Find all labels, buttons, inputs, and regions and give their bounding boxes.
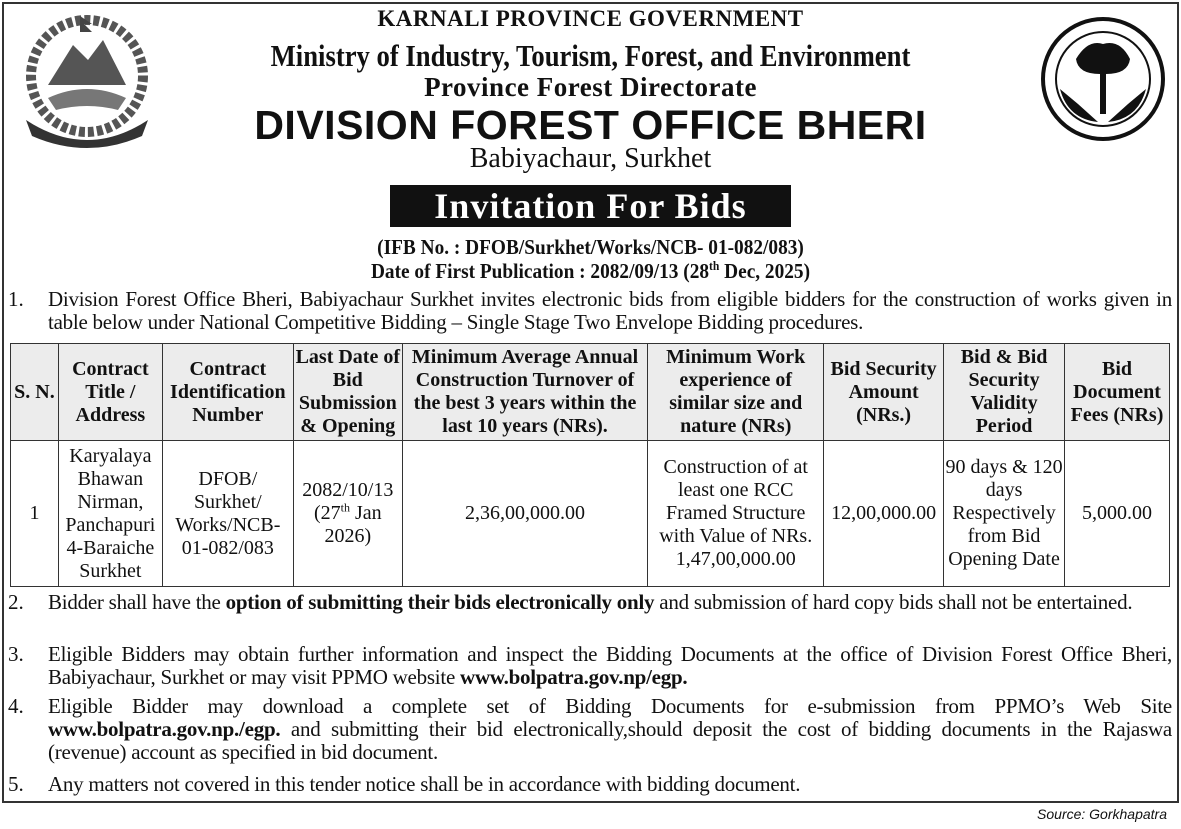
cell-date: 2082/10/13 (27th Jan 2026) (293, 441, 402, 587)
ministry-name: Ministry of Industry, Tourism, Forest, and Environment (270, 38, 911, 73)
col-date: Last Date of Bid Submission & Opening (293, 344, 402, 441)
col-id: Contract Identification Number (162, 344, 293, 441)
cell-experience: Construction of at least one RCC Framed Structure with Value of NRs. 1,47,00,000.00 (648, 441, 824, 587)
table-row (11, 441, 1170, 587)
works-table (10, 343, 1170, 587)
cell-security: 12,00,000.00 (824, 441, 944, 587)
notice-title: Invitation For Bids (390, 185, 791, 227)
point-3: 3. Eligible Bidders may obtain further information and inspect the Bidding Documents at the office of Division Forest Office Bheri, Babiyachaur, Surkhet or may visit PPMO website www.bolpatra.gov.np/egp. (8, 642, 1172, 689)
point-2: 2. Bidder shall have the option of submitting their bids electronically only and submission of hard copy bids shall not be entertained. (8, 590, 1133, 614)
cell-title: Karyalaya Bhawan Nirman, Panchapuri 4-Baraiche Surkhet (58, 441, 162, 587)
directorate-name: Province Forest Directorate (424, 72, 757, 102)
government-name: KARNALI PROVINCE GOVERNMENT (377, 6, 804, 31)
cell-turnover: 2,36,00,000.00 (402, 441, 648, 587)
cell-id: DFOB/ Surkhet/ Works/NCB- 01-082/083 (162, 441, 293, 587)
col-fees: Bid Document Fees (NRs) (1065, 344, 1170, 441)
office-location: Babiyachaur, Surkhet (469, 143, 712, 174)
cell-sn: 1 (11, 441, 59, 587)
col-security: Bid Security Amount (NRs.) (824, 344, 944, 441)
table-header-row (11, 344, 1170, 441)
point-1: 1. Division Forest Office Bheri, Babiyachaur Surkhet invites electronic bids from eligible bidders for the construction of works given in table below under National Competitive Bidding – Single Stage Two Envelope Bidding procedures. (8, 287, 1172, 334)
col-title: Contract Title / Address (58, 344, 162, 441)
cell-fees: 5,000.00 (1065, 441, 1170, 587)
cell-validity: 90 days & 120 days Respectively from Bid Opening Date (944, 441, 1065, 587)
col-experience: Minimum Work experience of similar size and nature (NRs) (648, 344, 824, 441)
col-validity: Bid & Bid Security Validity Period (944, 344, 1065, 441)
ifb-number: (IFB No. : DFOB/Surkhet/Works/NCB- 01-082/083) (377, 235, 804, 259)
source-credit: Source: Gorkhapatra (1037, 806, 1167, 822)
office-name: DIVISION FOREST OFFICE BHERI (254, 102, 927, 148)
col-sn: S. N. (11, 344, 59, 441)
publication-date: Date of First Publication : 2082/09/13 (28th Dec, 2025) (370, 259, 811, 283)
point-4: 4. Eligible Bidder may download a complete set of Bidding Documents for e-submission from PPMO’s Web Site www.bolpatra.gov.np./egp. and submitting their bid electronically,should deposit the cost of bidding documents in the Rajaswa (revenue) account as specified in bid document. (8, 694, 1172, 764)
point-5: 5. Any matters not covered in this tender notice shall be in accordance with bidding document. (8, 772, 801, 796)
col-turnover: Minimum Average Annual Construction Turnover of the best 3 years within the last 10 years (NRs). (402, 344, 648, 441)
